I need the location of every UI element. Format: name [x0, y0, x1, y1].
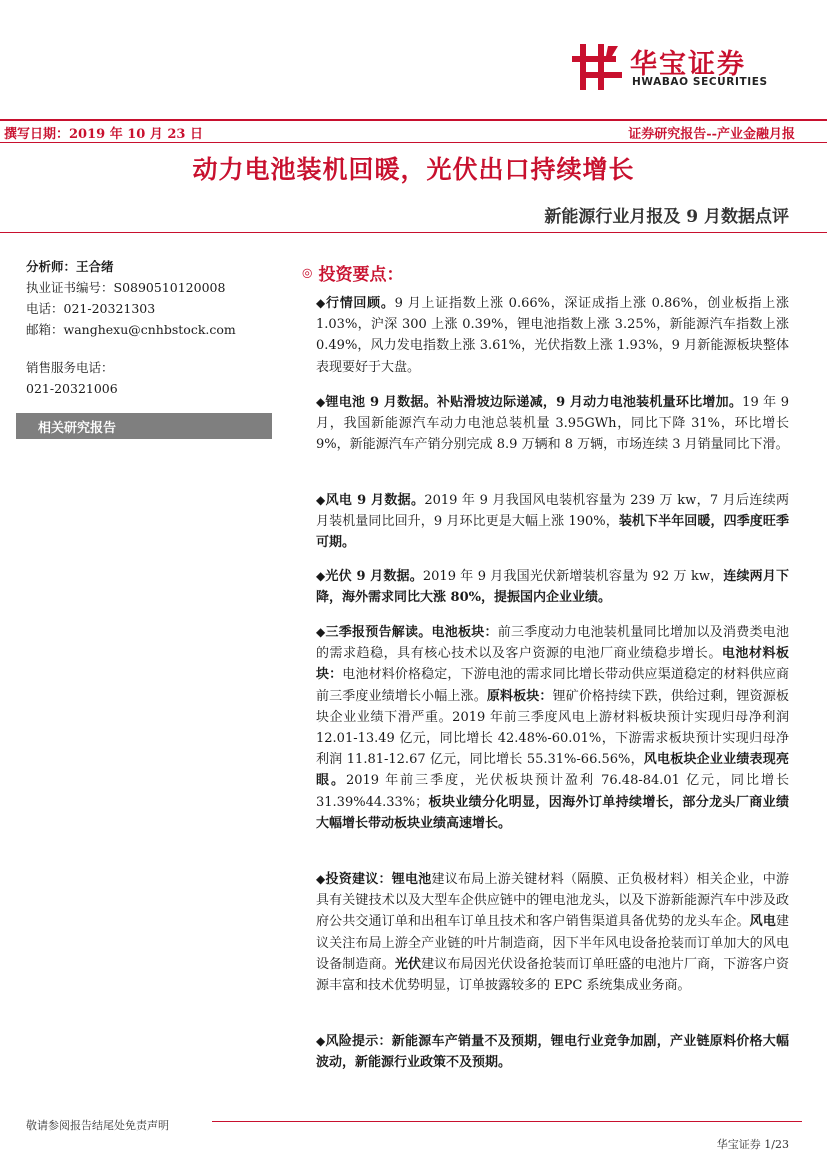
paragraph-lead: 锂电池 9 月数据。补贴滑坡边际递减，9 月动力电池装机量环比增加。: [325, 395, 743, 410]
paragraph-lithium: [316, 392, 789, 456]
diamond-icon: ◆: [316, 569, 326, 583]
footer-page-number: 华宝证券 1/23: [716, 1138, 789, 1151]
page-subtitle: 新能源行业月报及 9 月数据点评: [544, 207, 789, 227]
paragraph-text: 前三季度动力电池装机量同比增加以及消费类电池的需求趋稳，具有核心技术以及客户资源的电池厂商业绩稳步增长。: [316, 625, 789, 662]
paragraph-label: 电池材料板块：: [316, 646, 789, 683]
analyst-name: 分析师：王合绪: [26, 259, 114, 274]
related-reports-bar: [16, 413, 272, 439]
bullseye-icon: ◎: [302, 265, 313, 280]
analyst-phone: 电话：021-20321303: [26, 301, 156, 316]
paragraph-solar: [316, 566, 789, 608]
paragraph-label: 光伏: [394, 956, 422, 972]
hwabao-logo-icon: [572, 42, 624, 92]
brand-name-cn: 华宝证券: [630, 49, 746, 80]
footer-disclaimer: 敬请参阅报告结尾处免责声明: [26, 1119, 169, 1132]
sales-phone-label: 销售服务电话：: [26, 360, 114, 375]
header-rule-lower: [0, 142, 827, 143]
diamond-icon: ◆: [316, 872, 326, 886]
diamond-icon: ◆: [316, 625, 326, 639]
page-title: 动力电池装机回暖，光伏出口持续增长: [192, 155, 635, 184]
paragraph-text: 2019 年 9 月我国光伏新增装机容量为 92 万 kw，: [422, 569, 724, 584]
paragraph-text: 锂矿价格持续下跌，供给过剩，锂资源板块企业业绩下滑严重。2019 年前三季度风电上游材料板块预计实现归母净利润 12.01-13.49 亿元，同比增长 42.48%-60.01%，下游需求板块预计实现归母净利润 11.81-12.67 亿元，同比增长 55.31%-66.56%，: [316, 688, 789, 768]
paragraph-market-review: [316, 293, 789, 378]
paragraph-label: 原料板块：: [486, 688, 553, 704]
paragraph-lead: 三季报预告解读。: [325, 625, 432, 640]
footer-rule: [212, 1121, 802, 1122]
report-type: 证券研究报告--产业金融月报: [628, 127, 795, 142]
paragraph-emphasis: 装机下半年回暖，四季度旺季可期。: [316, 514, 789, 551]
related-reports-label: 相关研究报告: [38, 421, 117, 436]
diamond-icon: ◆: [316, 395, 326, 409]
key-points-heading: [302, 260, 403, 285]
company-logo: [572, 40, 802, 96]
paragraph-lead: 行情回顾。: [325, 296, 395, 311]
paragraph-lead: 风电 9 月数据。: [325, 493, 425, 508]
report-date: 撰写日期：2019 年 10 月 23 日: [4, 127, 203, 142]
paragraph-emphasis: 连续两月下降，海外需求同比大涨 80%，提振国内企业业绩。: [316, 569, 789, 606]
analyst-info: [26, 256, 276, 399]
paragraph-text: 2019 年前三季度，光伏板块预计盈利 76.48-84.01 亿元，同比增长 31.39%44.33%；: [316, 773, 789, 810]
paragraph-label: 风电: [749, 914, 776, 930]
paragraph-emphasis: 板块业绩分化明显，因海外订单持续增长，部分龙头厂商业绩大幅增长带动板块业绩高速增长。: [316, 794, 789, 831]
title-rule: [0, 232, 827, 233]
diamond-icon: ◆: [316, 296, 326, 310]
key-points-title: 投资要点：: [318, 265, 404, 285]
paragraph-investment-advice: [316, 869, 789, 996]
sales-phone: 021-20321006: [26, 381, 118, 396]
paragraph-label: 电池板块：: [431, 625, 498, 640]
paragraph-risk: [316, 1031, 789, 1073]
paragraph-text: 电池材料价格稳定，下游电池的需求同比增长带动供应渠道稳定的材料供应商前三季度业绩增长小幅上涨。: [316, 667, 789, 704]
paragraph-emphasis: 风电板块企业业绩表现亮眼。: [316, 752, 789, 789]
paragraph-text: 建议布局因光伏设备抢装而订单旺盛的电池片厂商，下游客户资源丰富和技术优势明显，订单披露较多的 EPC 系统集成业务商。: [316, 956, 789, 994]
analyst-license: 执业证书编号：S0890510120008: [26, 280, 226, 295]
paragraph-label: 锂电池: [391, 872, 432, 887]
paragraph-lead: 投资建议：: [325, 872, 392, 887]
brand-name-en: HWABAO SECURITIES: [632, 76, 768, 88]
paragraph-text: 建议关注布局上游全产业链的叶片制造商，因下半年风电设备抢装而订单加大的风电设备制造商。: [316, 914, 789, 972]
header-rule: [0, 119, 827, 121]
paragraph-text: 2019 年 9 月我国风电装机容量为 239 万 kw，7 月后连续两月装机量同比回升，9 月环比更是大幅上涨 190%，: [316, 493, 789, 530]
diamond-icon: ◆: [316, 493, 326, 507]
paragraph-q3-preview: [316, 622, 789, 834]
paragraph-wind: [316, 490, 789, 554]
paragraph-text: 建议布局上游关键材料（隔膜、正负极材料）相关企业，中游具有关键技术以及大型车企供应链中的锂电池龙头，以及下游新能源汽车中涉及政府公共交通订单和出租车订单且技术和客户销售渠道具备优势的龙头车企。: [316, 872, 789, 930]
paragraph-lead: 光伏 9 月数据。: [325, 569, 423, 584]
paragraph-text: 19 年 9 月，我国新能源汽车动力电池总装机量 3.95GWh，同比下降 31%，环比增长 9%，新能源汽车产销分别完成 8.9 万辆和 8 万辆，市场连续 3 月销量同比下滑。: [316, 395, 790, 453]
diamond-icon: ◆: [316, 1034, 326, 1048]
paragraph-text: 9 月上证指数上涨 0.66%，深证成指上涨 0.86%，创业板指上涨 1.03%，沪深 300 上涨 0.39%，锂电池指数上涨 3.25%，新能源汽车指数上涨 0.49%，风力发电指数上涨 3.61%，光伏指数上涨 1.93%，9 月新能源板块整体表现要好于大盘。: [316, 296, 790, 375]
analyst-email[interactable]: 邮箱：wanghexu@cnhbstock.com: [26, 322, 236, 337]
paragraph-emphasis: 风险提示：新能源车产销量不及预期，锂电行业竞争加剧，产业链原料价格大幅波动，新能源行业政策不及预期。: [316, 1034, 789, 1071]
